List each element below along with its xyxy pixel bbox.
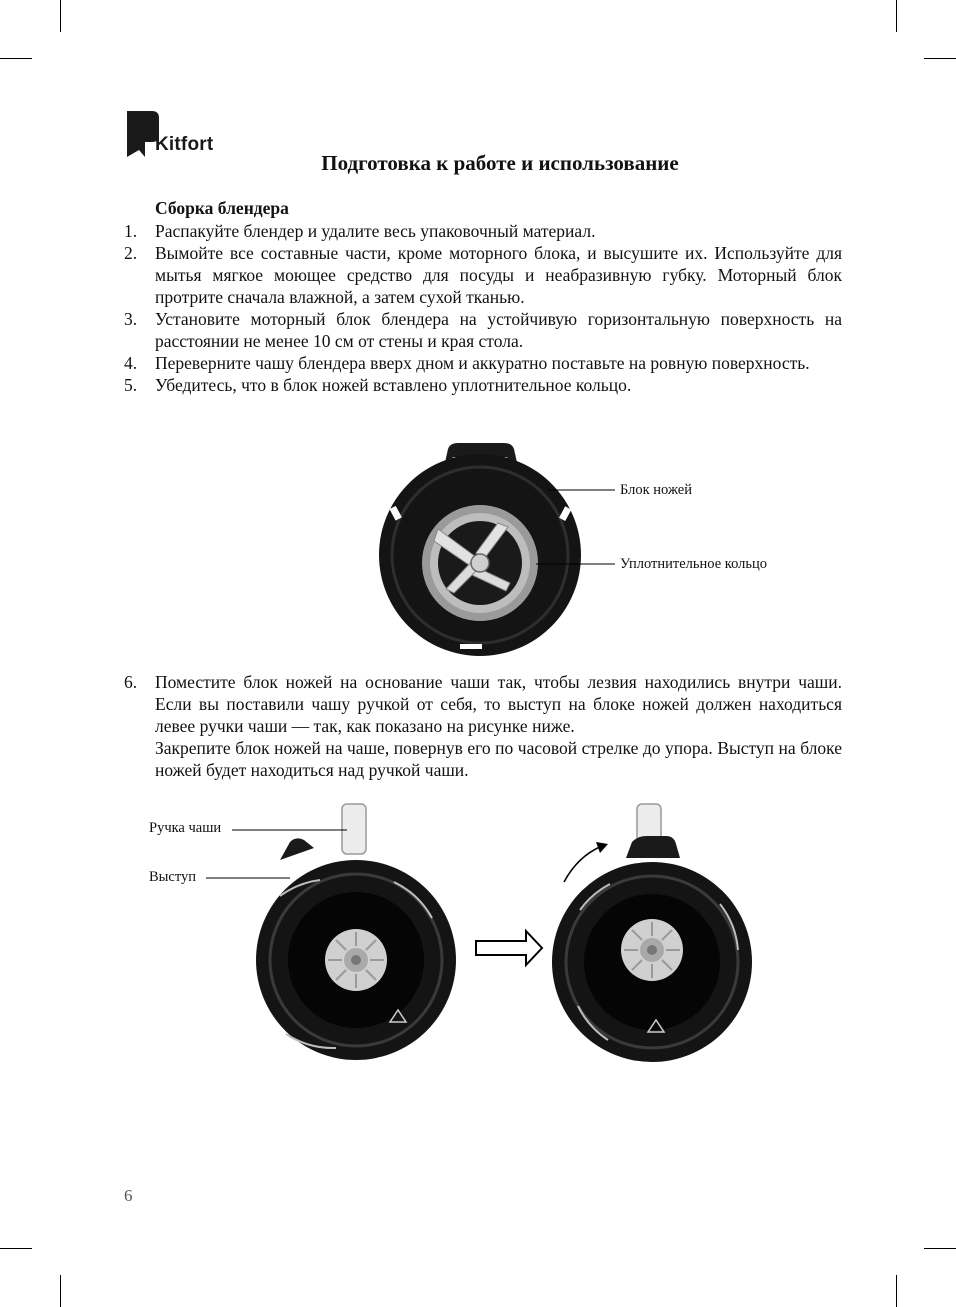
protrusion-label: Выступ [149,869,197,885]
assembly-steps-list [124,220,842,396]
crop-mark [896,0,897,32]
step-item [124,374,842,396]
crop-mark [924,58,956,59]
jar-mounting-illustration [140,800,780,1070]
jar-handle-label: Ручка чаши [149,820,222,836]
step-number: 3. [124,309,138,329]
crop-mark [924,1248,956,1249]
blade-block-figure [370,437,800,662]
jar-mounting-figure [140,800,780,1070]
step-item [124,242,842,308]
crop-mark [60,0,61,32]
step-text: Закрепите блок ножей на чаше, повернув его по часовой стрелке до упора. Выступ на блоке ножей будет находиться над ручкой чаши. [155,738,842,780]
page-number: 6 [124,1186,133,1205]
crop-mark [0,58,32,59]
blade-block-illustration [370,437,800,662]
step-text: Установите моторный блок блендера на устойчивую горизонтальную поверхность на расстоянии не менее 10 см от стены и края стола. [155,309,842,351]
step-item [124,671,842,781]
blade-block-label: Блок ножей [620,482,692,498]
page-title: Подготовка к работе и использование [321,151,679,175]
seal-ring-label: Уплотнительное кольцо [620,556,767,572]
assembly-steps-list-continued [124,671,842,781]
step-number: 2. [124,243,138,263]
crop-mark [0,1248,32,1249]
crop-mark [896,1275,897,1307]
step-text: Поместите блок ножей на основание чаши так, чтобы лезвия находились внутри чаши. Если вы поставили чашу ручкой от себя, то выступ на блоке ножей должен находиться левее ручки чаши — так, как показано на рисунке ниже. [155,672,842,736]
brand-name: Kitfort [155,134,214,155]
step-text: Убедитесь, что в блок ножей вставлено уплотнительное кольцо. [155,375,632,395]
step-number: 5. [124,375,138,395]
step-number: 1. [124,221,138,241]
step-text: Вымойте все составные части, кроме моторного блока, и высушите их. Используйте для мытья мягкое моющее средство для посуды и неабразивную губку. Моторный блок протрите сначала влажной, а затем сухой тканью. [155,243,842,307]
step-text: Распакуйте блендер и удалите весь упаковочный материал. [155,221,596,241]
section-heading: Сборка блендера [155,198,289,218]
step-item [124,352,842,374]
step-number: 4. [124,353,138,373]
crop-mark [60,1275,61,1307]
step-number: 6. [124,672,138,692]
step-text: Переверните чашу блендера вверх дном и аккуратно поставьте на ровную поверхность. [155,353,810,373]
step-item [124,220,842,242]
step-item [124,308,842,352]
